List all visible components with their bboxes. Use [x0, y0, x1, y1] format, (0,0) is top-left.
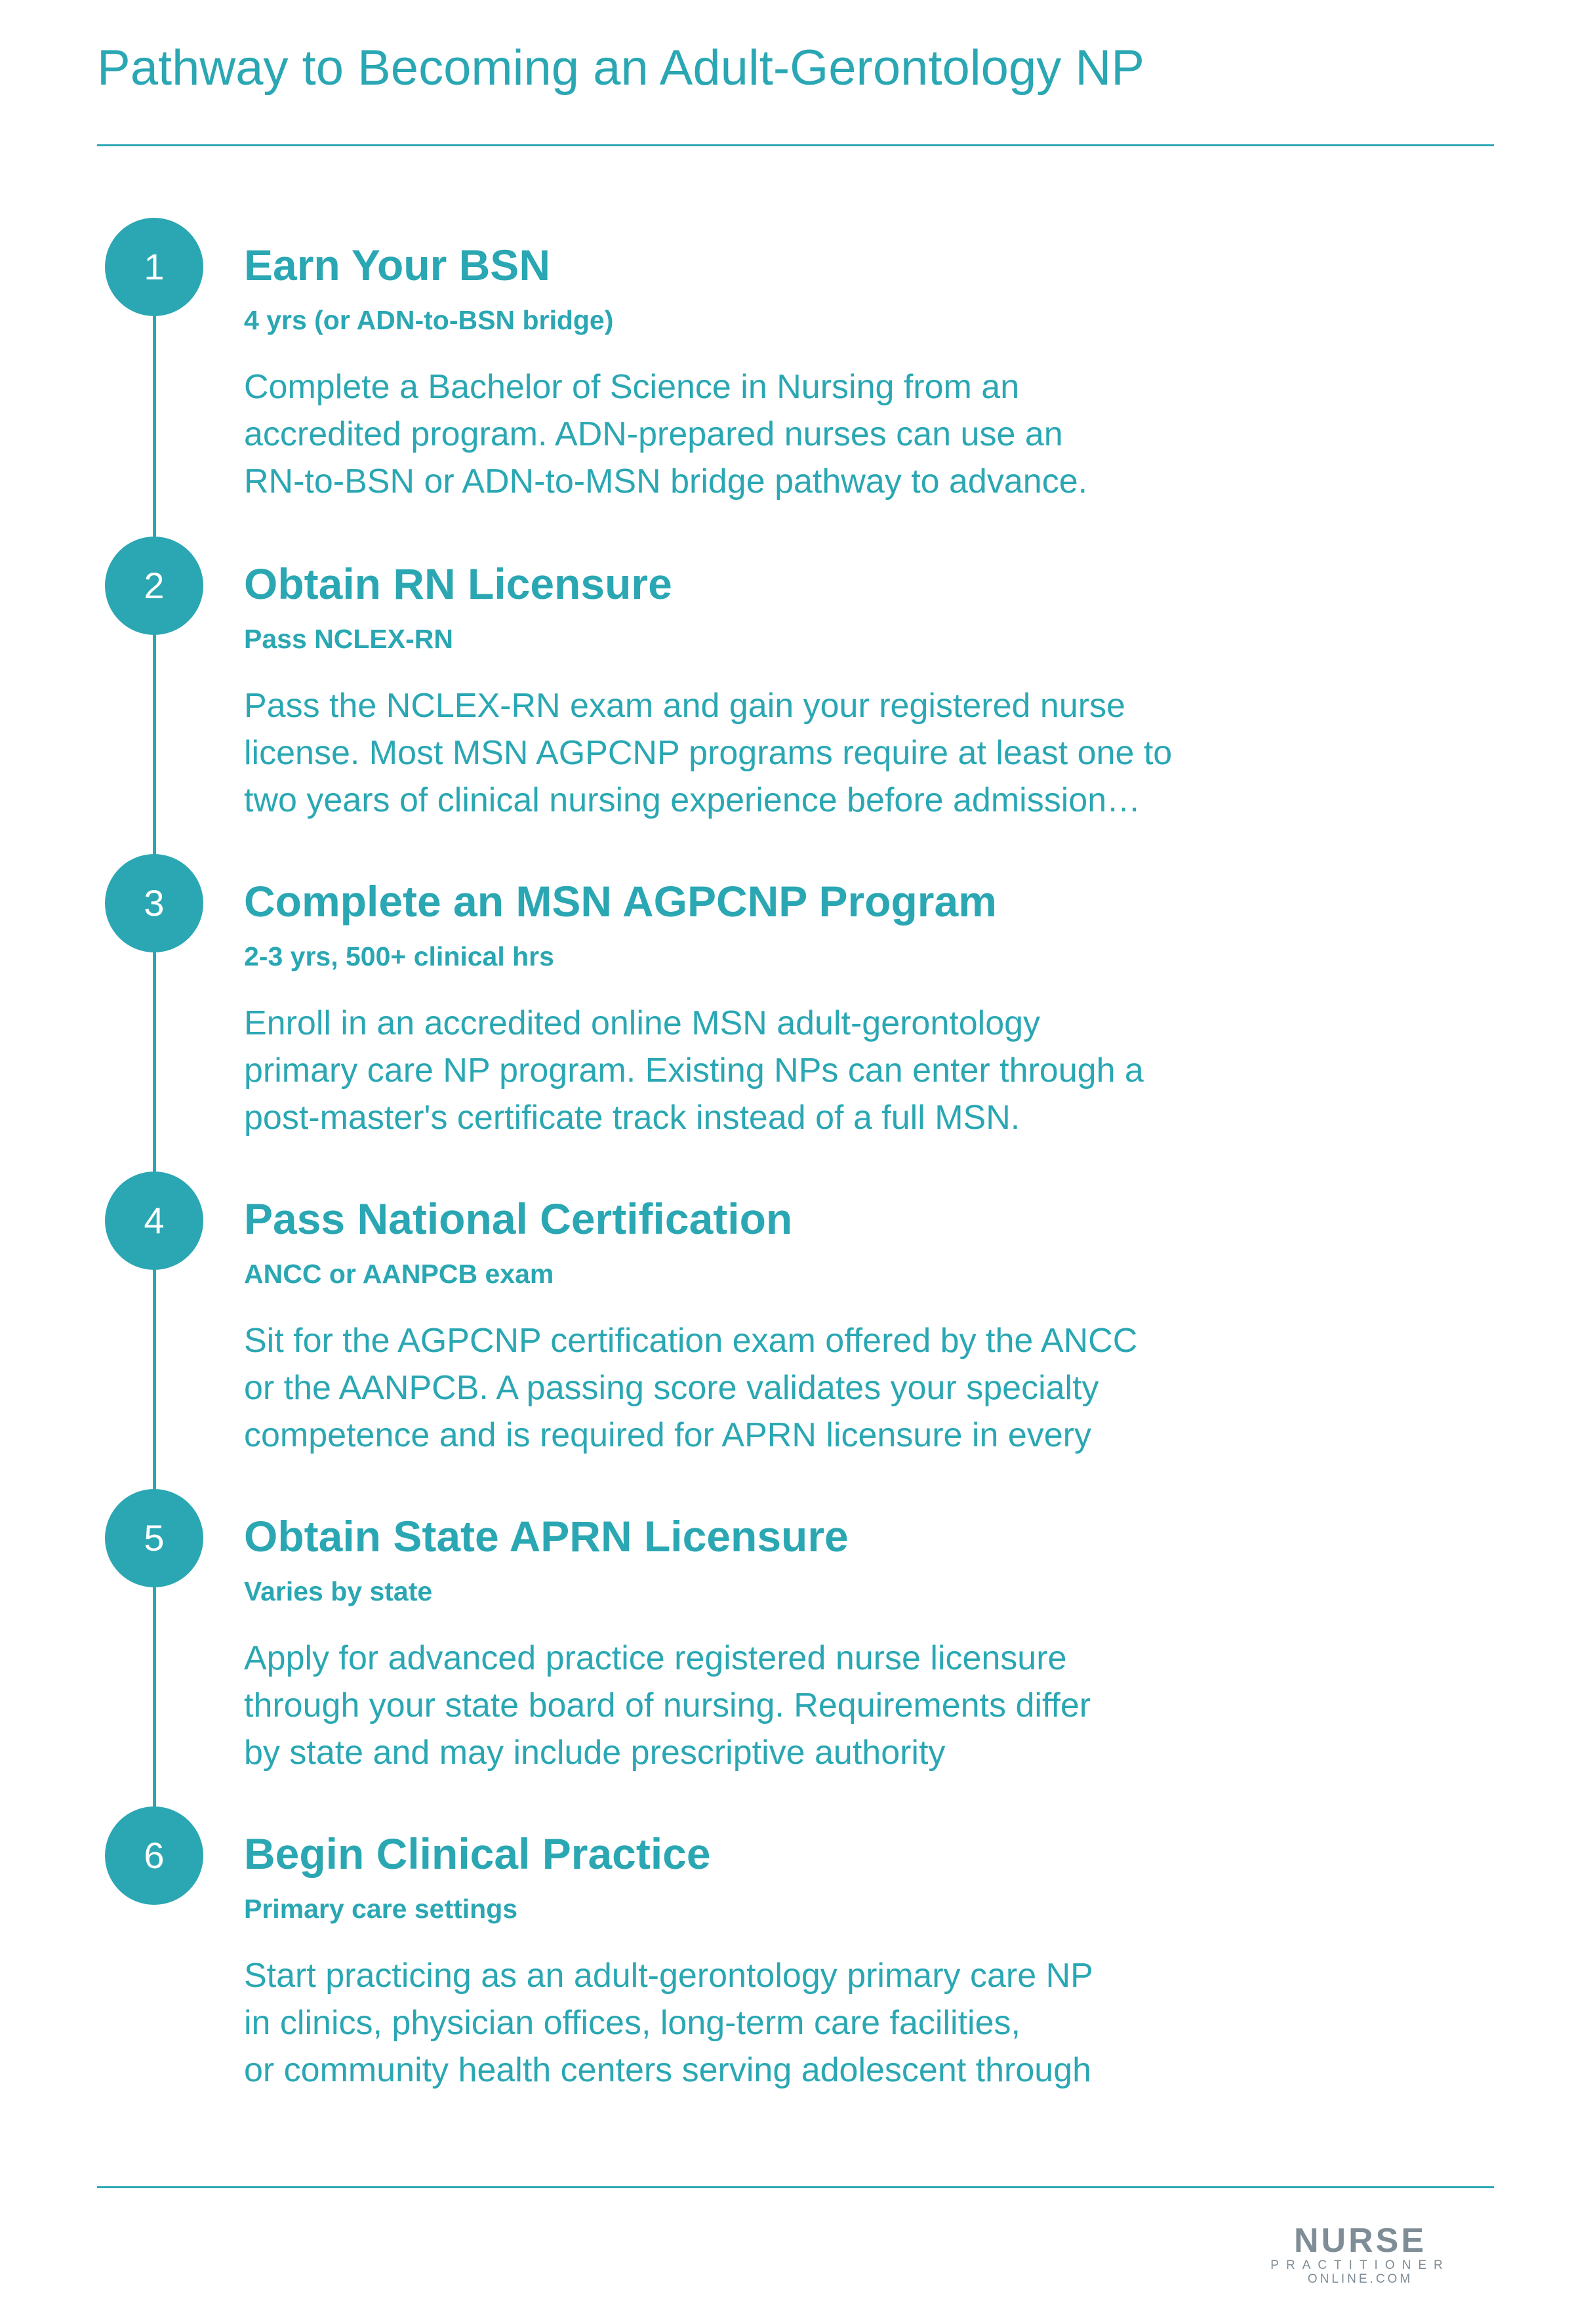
step-description-line: in clinics, physician offices, long-term care facilities, — [244, 2004, 1020, 2042]
step-duration: Pass NCLEX-RN — [244, 624, 453, 654]
step-description-line: or community health centers serving adolescent through — [244, 2051, 1092, 2089]
step-description-line: license. Most MSN AGPCNP programs require at least one to — [244, 734, 1173, 772]
step-description — [244, 1635, 1359, 1776]
brand-logo — [1262, 2224, 1459, 2285]
step-description-line: Enroll in an accredited online MSN adult-gerontology — [244, 1004, 1041, 1042]
step-description-line: or the AANPCB. A passing score validates your specialty — [244, 1369, 1099, 1407]
step-duration: 4 yrs (or ADN-to-BSN bridge) — [244, 305, 614, 335]
step-number-badge: 3 — [105, 854, 203, 952]
step-description-line: Sit for the AGPCNP certification exam offered by the ANCC — [244, 1322, 1138, 1360]
bottom-divider — [97, 2186, 1494, 2188]
step-description-line: accredited program. ADN-prepared nurses can use an — [244, 415, 1063, 453]
step-description-line: through your state board of nursing. Requirements differ — [244, 1686, 1091, 1724]
step-description-line: Pass the NCLEX-RN exam and gain your registered nurse — [244, 687, 1125, 725]
step-description — [244, 682, 1359, 824]
step-title: Complete an MSN AGPCNP Program — [244, 877, 997, 926]
step-number-badge: 1 — [105, 218, 203, 316]
step-duration: 2-3 yrs, 500+ clinical hrs — [244, 941, 554, 971]
logo-subtitle: PRACTITIONER — [1270, 2258, 1450, 2272]
top-divider — [97, 144, 1494, 146]
step-duration: Varies by state — [244, 1576, 433, 1606]
step-description-line: Start practicing as an adult-gerontology primary care NP — [244, 1957, 1093, 1995]
step-duration: ANCC or AANPCB exam — [244, 1259, 554, 1289]
step-description — [244, 1000, 1359, 1141]
step-description — [244, 363, 1359, 505]
step-description — [244, 1317, 1359, 1459]
step-title: Begin Clinical Practice — [244, 1829, 711, 1878]
step-number-badge: 4 — [105, 1172, 203, 1270]
step-description-line: competence and is required for APRN licensure in every — [244, 1416, 1091, 1454]
step-description-line: Apply for advanced practice registered nurse licensure — [244, 1639, 1067, 1677]
step-title: Obtain RN Licensure — [244, 560, 672, 608]
step-number-badge: 6 — [105, 1806, 203, 1905]
logo-wordmark: NURSE — [1293, 2222, 1427, 2260]
step-number-badge: 5 — [105, 1489, 203, 1587]
step-description-line: RN-to-BSN or ADN-to-MSN bridge pathway to advance. — [244, 462, 1088, 500]
step-title: Obtain State APRN Licensure — [244, 1512, 849, 1560]
step-title: Pass National Certification — [244, 1194, 793, 1243]
page-title: Pathway to Becoming an Adult-Gerontology NP — [97, 40, 1144, 96]
step-description-line: Complete a Bachelor of Science in Nursing from an — [244, 368, 1020, 406]
step-description-line: post-master's certificate track instead of a full MSN. — [244, 1099, 1020, 1137]
step-number-badge: 2 — [105, 537, 203, 635]
step-description-line: by state and may include prescriptive authority — [244, 1734, 946, 1772]
step-description-line: two years of clinical nursing experience before admission… — [244, 781, 1141, 819]
logo-domain: ONLINE.COM — [1307, 2272, 1413, 2286]
step-title: Earn Your BSN — [244, 241, 550, 289]
step-description — [244, 1952, 1359, 2094]
step-description-line: primary care NP program. Existing NPs can enter through a — [244, 1051, 1144, 1090]
step-duration: Primary care settings — [244, 1894, 518, 1924]
timeline-connector — [153, 275, 156, 1869]
